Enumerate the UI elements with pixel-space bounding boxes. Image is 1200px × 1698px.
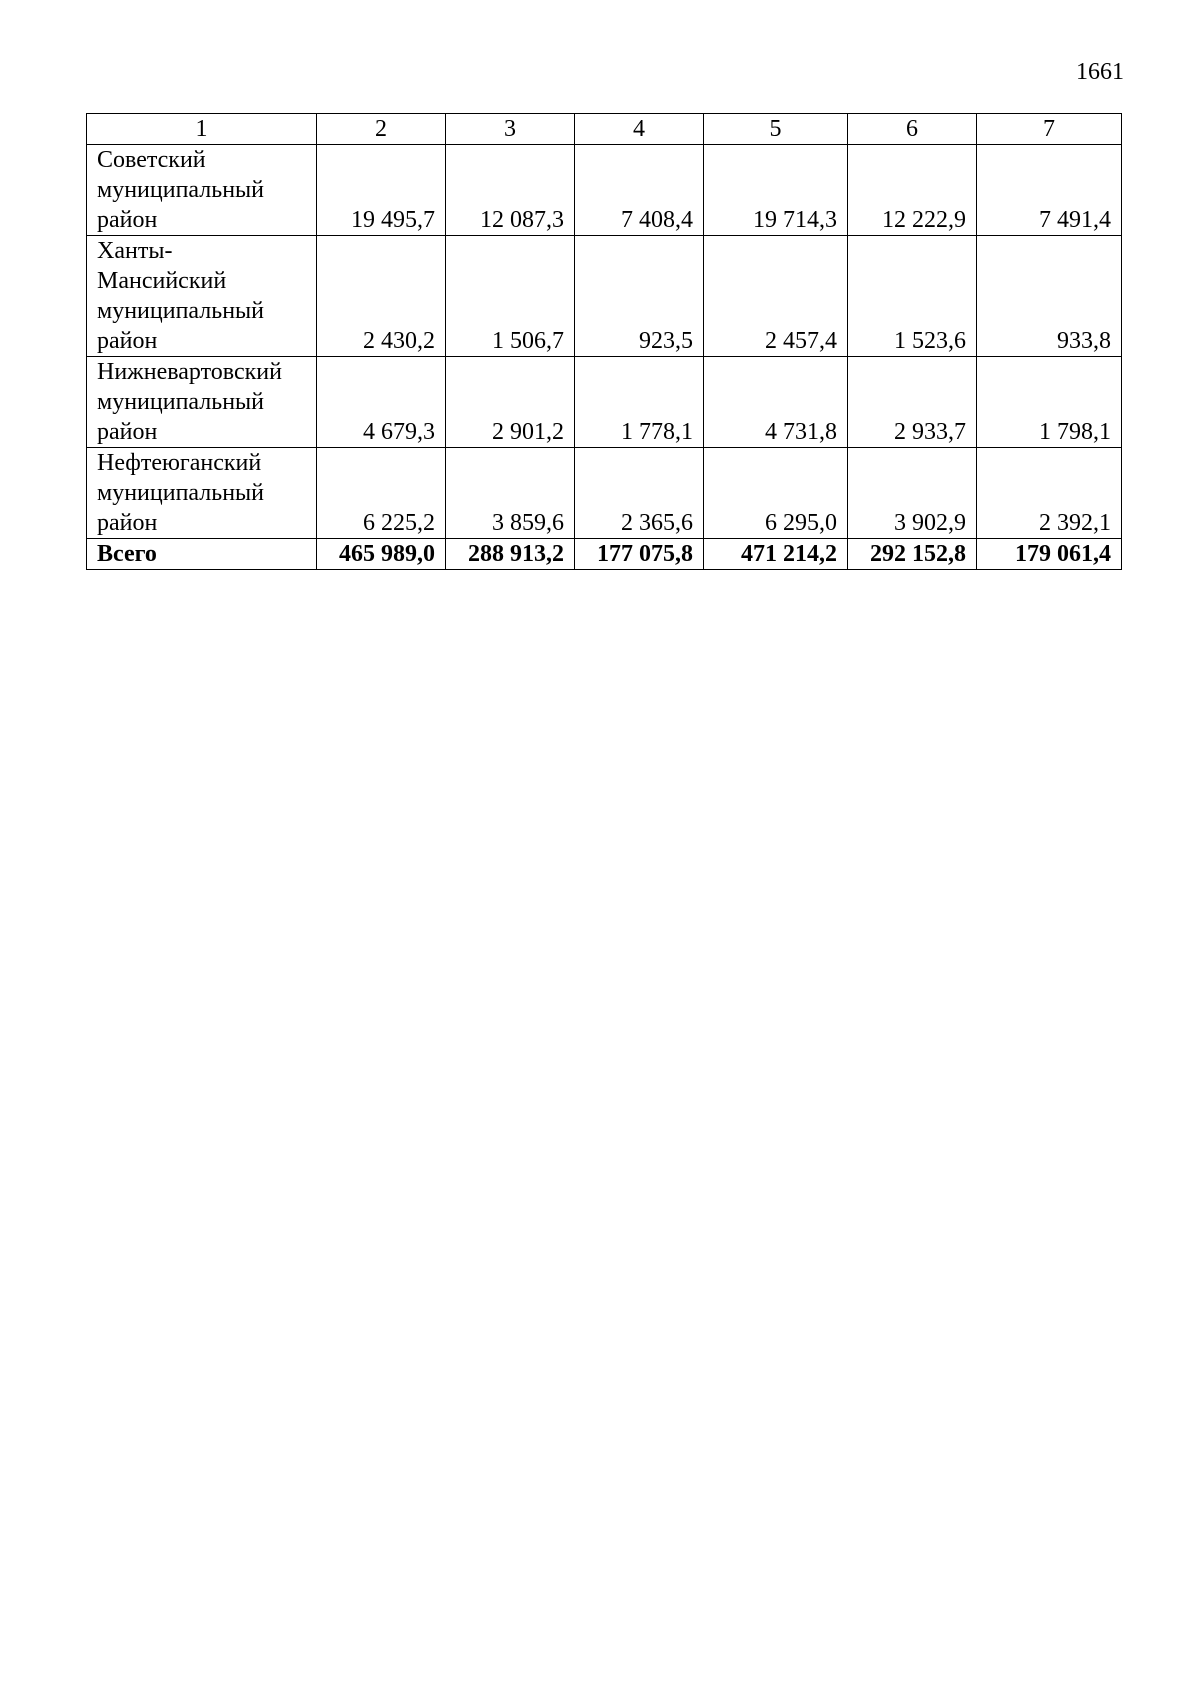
table-row: [87, 448, 1122, 539]
column-header-2: 2: [317, 114, 446, 145]
value-cell: 1 778,1: [575, 357, 704, 448]
value-cell: 19 495,7: [317, 145, 446, 236]
value-cell: 2 392,1: [977, 448, 1122, 539]
value-cell: 3 902,9: [848, 448, 977, 539]
value-cell: 1 523,6: [848, 236, 977, 357]
value-cell: 2 430,2: [317, 236, 446, 357]
value-cell: 6 295,0: [704, 448, 848, 539]
row-name-cell: Нижневартовский муниципальный район: [87, 357, 317, 448]
total-row: [87, 539, 1122, 570]
total-value-cell: 288 913,2: [446, 539, 575, 570]
column-header-7: 7: [977, 114, 1122, 145]
total-value-cell: 471 214,2: [704, 539, 848, 570]
value-cell: 1 798,1: [977, 357, 1122, 448]
table-row: [87, 357, 1122, 448]
value-cell: 7 491,4: [977, 145, 1122, 236]
value-cell: 6 225,2: [317, 448, 446, 539]
value-cell: 4 679,3: [317, 357, 446, 448]
column-header-6: 6: [848, 114, 977, 145]
value-cell: 923,5: [575, 236, 704, 357]
row-name-cell: Ханты- Мансийский муниципальный район: [87, 236, 317, 357]
value-cell: 2 457,4: [704, 236, 848, 357]
data-table: [86, 113, 1122, 570]
total-value-cell: 465 989,0: [317, 539, 446, 570]
column-header-3: 3: [446, 114, 575, 145]
value-cell: 3 859,6: [446, 448, 575, 539]
value-cell: 12 087,3: [446, 145, 575, 236]
value-cell: 933,8: [977, 236, 1122, 357]
column-header-1: 1: [87, 114, 317, 145]
row-name-cell: Советский муниципальный район: [87, 145, 317, 236]
total-value-cell: 292 152,8: [848, 539, 977, 570]
value-cell: 19 714,3: [704, 145, 848, 236]
header-row: [87, 114, 1122, 145]
table-row: [87, 236, 1122, 357]
page-number: 1661: [1076, 59, 1124, 85]
value-cell: 2 365,6: [575, 448, 704, 539]
total-value-cell: 177 075,8: [575, 539, 704, 570]
value-cell: 7 408,4: [575, 145, 704, 236]
column-header-4: 4: [575, 114, 704, 145]
table-row: [87, 145, 1122, 236]
column-header-5: 5: [704, 114, 848, 145]
value-cell: 12 222,9: [848, 145, 977, 236]
row-name-cell: Нефтеюганский муниципальный район: [87, 448, 317, 539]
value-cell: 1 506,7: [446, 236, 575, 357]
total-value-cell: 179 061,4: [977, 539, 1122, 570]
value-cell: 2 901,2: [446, 357, 575, 448]
value-cell: 4 731,8: [704, 357, 848, 448]
total-label: Всего: [87, 539, 317, 570]
value-cell: 2 933,7: [848, 357, 977, 448]
